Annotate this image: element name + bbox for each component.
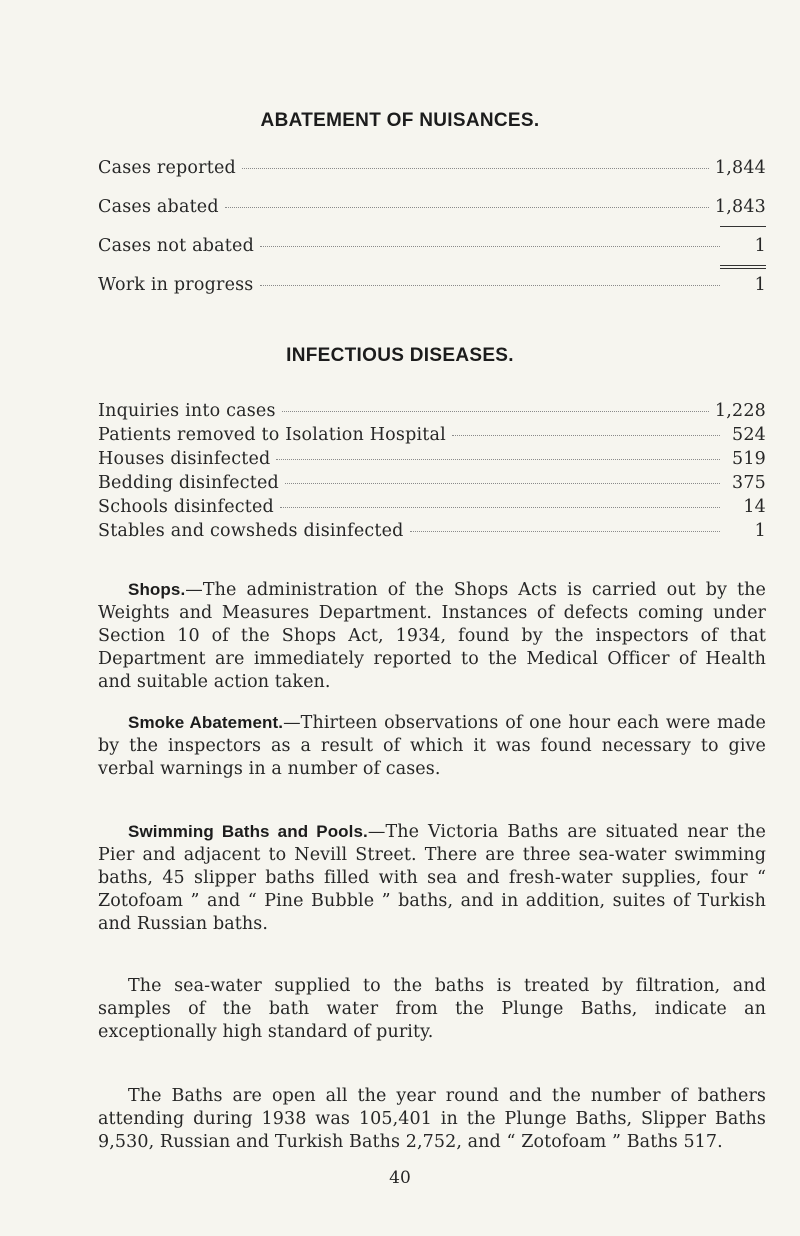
row-label: Cases abated — [98, 197, 219, 217]
row-label: Stables and cowsheds disinfected — [98, 521, 404, 541]
row-label: Inquiries into cases — [98, 401, 276, 421]
infectious-row — [98, 449, 766, 469]
infectious-heading: INFECTIOUS DISEASES. — [286, 345, 514, 366]
infectious-row — [98, 497, 766, 517]
row-value: 1 — [754, 236, 766, 256]
abatement-row — [98, 158, 766, 178]
abatement-row — [98, 197, 766, 217]
row-label: Work in progress — [98, 275, 254, 295]
subtotal-rule — [720, 226, 766, 227]
dot-leader — [280, 507, 720, 508]
total-rule-bottom — [720, 268, 766, 269]
row-value: 1,228 — [714, 401, 766, 421]
smoke-paragraph — [98, 711, 766, 781]
row-value: 1,843 — [714, 197, 766, 217]
shops-text: —The administration of the Shops Acts is carried out by the Weights and Measures Department. Instances of defects coming under Section 10 of the Shops Act, 1934, found by the inspectors of that Department are immediately reported to the Medical Officer of Health and suitable action taken. — [98, 580, 766, 692]
page-number: 40 — [389, 1168, 411, 1188]
row-value: 375 — [731, 473, 766, 493]
row-label: Houses disinfected — [98, 449, 271, 469]
row-label: Schools disinfected — [98, 497, 274, 517]
infectious-row — [98, 401, 766, 421]
dot-leader — [260, 285, 721, 286]
dot-leader — [260, 246, 720, 247]
swimming-lead: Swimming Baths and Pools. — [128, 822, 368, 841]
abatement-row — [98, 275, 766, 295]
swimming-paragraph — [98, 820, 766, 936]
infectious-row — [98, 473, 766, 493]
swimming-text: —The Victoria Baths are situated near the Pier and adjacent to Nevill Street. There are three sea-water swimming baths, 45 slipper baths filled with sea and fresh-water supplies, four “ Zotofoam ” and “ Pine Bubble ” baths, and in addition, suites of Turkish and Russian baths. — [98, 822, 766, 934]
abatement-heading: ABATEMENT OF NUISANCES. — [260, 110, 540, 131]
row-value: 1 — [754, 275, 766, 295]
abatement-row — [98, 236, 766, 256]
row-label: Cases reported — [98, 158, 236, 178]
smoke-lead: Smoke Abatement. — [128, 713, 284, 732]
dot-leader — [225, 207, 709, 208]
infectious-row — [98, 425, 766, 445]
shops-paragraph — [98, 578, 766, 694]
seawater-paragraph: The sea-water supplied to the baths is treated by filtration, and samples of the bath water from the Plunge Baths, indicate an exceptionally high standard of purity. — [98, 976, 766, 1042]
opening-paragraph: The Baths are open all the year round and the number of bathers attending during 1938 was 105,401 in the Plunge Baths, Slipper Baths 9,530, Russian and Turkish Baths 2,752, and “ Zotofoam ” Baths 517. — [98, 1086, 766, 1152]
row-label: Cases not abated — [98, 236, 254, 256]
row-value: 1 — [754, 521, 766, 541]
row-label: Bedding disinfected — [98, 473, 279, 493]
total-rule-top — [720, 265, 766, 266]
row-value: 1,844 — [714, 158, 766, 178]
dot-leader — [285, 483, 720, 484]
row-value: 14 — [743, 497, 766, 517]
row-label: Patients removed to Isolation Hospital — [98, 425, 446, 445]
infectious-row — [98, 521, 766, 541]
dot-leader — [410, 531, 720, 532]
dot-leader — [282, 411, 709, 412]
smoke-text: —Thirteen observations of one hour each were made by the inspectors as a result of which it was found necessary to give verbal warnings in a number of cases. — [98, 713, 767, 779]
row-value: 519 — [731, 449, 766, 469]
shops-lead: Shops. — [128, 580, 186, 599]
dot-leader — [452, 435, 720, 436]
row-value: 524 — [731, 425, 766, 445]
dot-leader — [276, 459, 720, 460]
dot-leader — [242, 168, 709, 169]
